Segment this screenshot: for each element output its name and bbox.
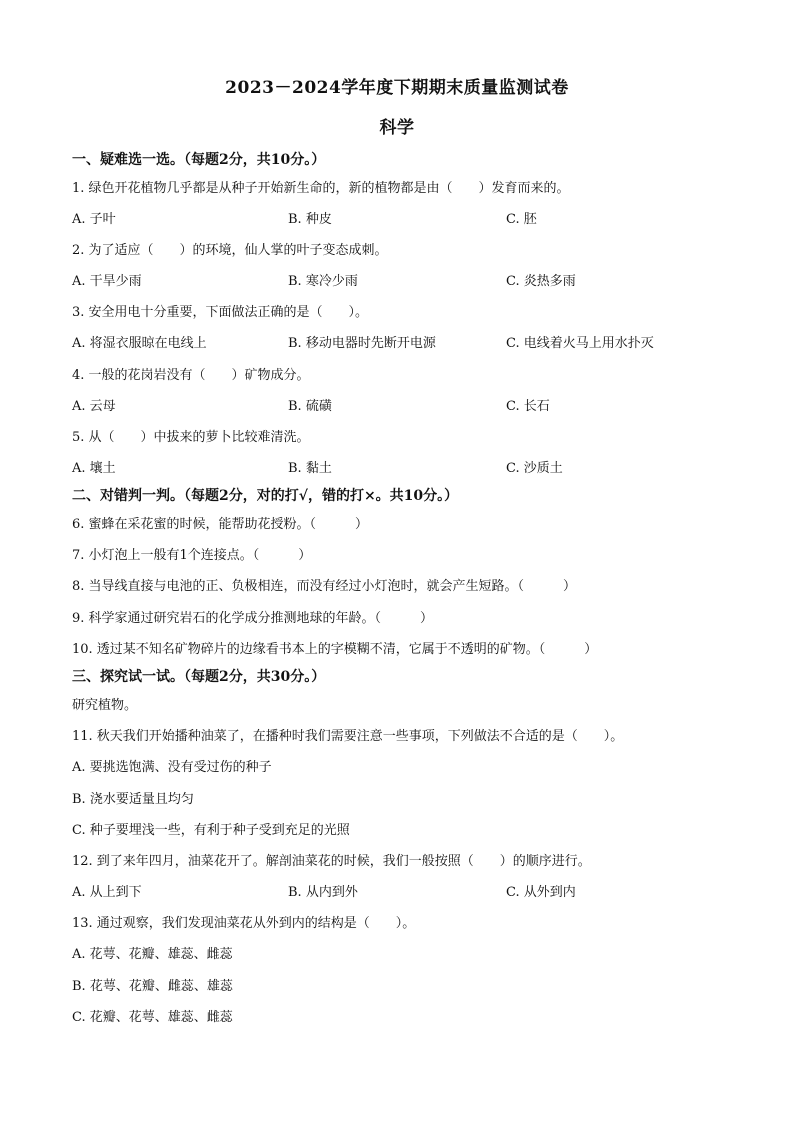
question-12-option-a: A. 从上到下 (72, 885, 142, 900)
question-2-option-b: B. 寒冷少雨 (288, 274, 358, 289)
question-11-option-c: C. 种子要埋浅一些，有利于种子受到充足的光照 (72, 823, 350, 838)
question-4-option-b: B. 硫磺 (288, 399, 332, 414)
question-2-stem: 2. 为了适应（ ）的环境，仙人掌的叶子变态成刺。 (72, 243, 388, 258)
subject-title: 科学 (379, 118, 415, 138)
question-11-option-a: A. 要挑选饱满、没有受过伤的种子 (72, 760, 272, 775)
question-4-stem: 4. 一般的花岗岩没有（ ）矿物成分。 (72, 368, 310, 383)
judgment-item-9: 9. 科学家通过研究岩石的化学成分推测地球的年龄。（ ） (72, 611, 434, 626)
question-13-option-a: A. 花萼、花瓣、雄蕊、雌蕊 (72, 947, 233, 962)
section-2-heading: 二、对错判一判。（每题2分，对的打√，错的打×。共10分。） (72, 488, 459, 504)
judgment-item-7: 7. 小灯泡上一般有1个连接点。（ ） (72, 548, 312, 563)
question-3-option-c: C. 电线着火马上用水扑灭 (506, 336, 654, 351)
judgment-item-6: 6. 蜜蜂在采花蜜的时候，能帮助花授粉。（ ） (72, 517, 369, 532)
question-1-option-b: B. 种皮 (288, 212, 332, 227)
question-5-option-a: A. 壤土 (72, 461, 116, 476)
question-5-option-c: C. 沙质土 (506, 461, 563, 476)
question-12-stem: 12. 到了来年四月，油菜花开了。解剖油菜花的时候，我们一般按照（ ）的顺序进行。 (72, 854, 591, 869)
exam-title: 2023－2024学年度下期期末质量监测试卷 (225, 78, 569, 98)
section-1-heading: 一、疑难选一选。（每题2分，共10分。） (72, 152, 326, 168)
question-12-option-c: C. 从外到内 (506, 885, 576, 900)
question-4-option-c: C. 长石 (506, 399, 550, 414)
question-12-option-b: B. 从内到外 (288, 885, 358, 900)
question-13-stem: 13. 通过观察，我们发现油菜花从外到内的结构是（ ）。 (72, 916, 416, 931)
question-13-option-c: C. 花瓣、花萼、雄蕊、雌蕊 (72, 1010, 233, 1025)
judgment-item-8: 8. 当导线直接与电池的正、负极相连，而没有经过小灯泡时，就会产生短路。（ ） (72, 579, 577, 594)
judgment-item-10: 10. 透过某不知名矿物碎片的边缘看书本上的字模糊不清，它属于不透明的矿物。（ ） (72, 642, 598, 657)
question-1-option-a: A. 子叶 (72, 212, 116, 227)
question-11-stem: 11. 秋天我们开始播种油菜了，在播种时我们需要注意一些事项，下列做法不合适的是（ ）。 (72, 729, 624, 744)
question-3-option-a: A. 将湿衣服晾在电线上 (72, 336, 207, 351)
question-11-option-b: B. 浇水要适量且均匀 (72, 792, 194, 807)
question-5-option-b: B. 黏土 (288, 461, 332, 476)
question-2-option-c: C. 炎热多雨 (506, 274, 576, 289)
question-4-option-a: A. 云母 (72, 399, 116, 414)
question-1-stem: 1. 绿色开花植物几乎都是从种子开始新生命的，新的植物都是由（ ）发育而来的。 (72, 181, 570, 196)
question-13-option-b: B. 花萼、花瓣、雌蕊、雄蕊 (72, 979, 233, 994)
question-2-option-a: A. 干旱少雨 (72, 274, 142, 289)
question-3-stem: 3. 安全用电十分重要，下面做法正确的是（ ）。 (72, 305, 369, 320)
question-5-stem: 5. 从（ ）中拔来的萝卜比较难清洗。 (72, 430, 310, 445)
question-1-option-c: C. 胚 (506, 212, 537, 227)
section-3-heading: 三、探究试一试。（每题2分，共30分。） (72, 669, 326, 685)
question-3-option-b: B. 移动电器时先断开电源 (288, 336, 436, 351)
section-3-intro: 研究植物。 (72, 698, 138, 713)
